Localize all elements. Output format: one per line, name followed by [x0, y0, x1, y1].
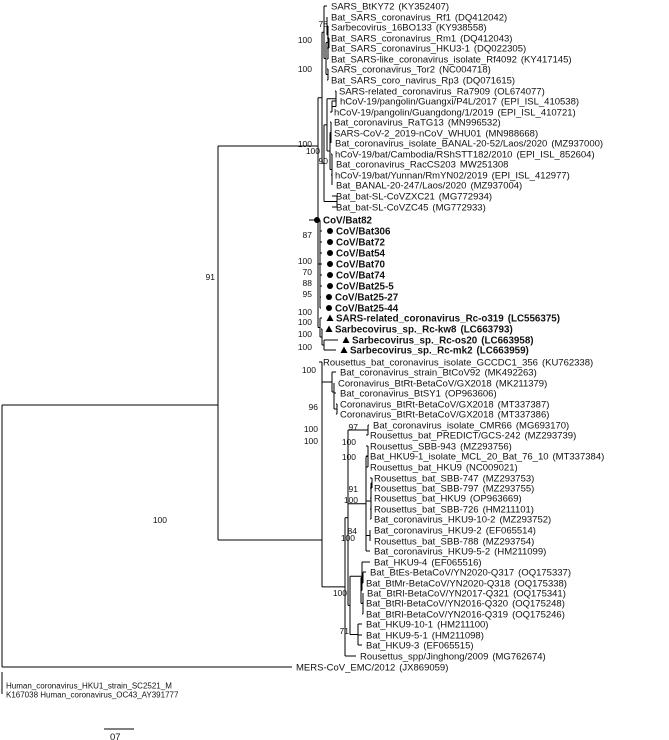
support-value: 95	[302, 289, 312, 299]
leaf-name: Bat_BtEs-BetaCoV/YN2020-Q317	[370, 567, 515, 579]
leaf-accession: (MG693170)	[515, 420, 570, 432]
leaf-label	[335, 325, 513, 336]
leaf-label	[370, 463, 518, 474]
leaf-label	[336, 260, 386, 271]
leaf-name: Bat_BtMr-BetaCoV/YN2020-Q318	[366, 578, 511, 590]
leaf-name: Coronavirus_BtRt-BetaCoV/GX2018	[340, 399, 494, 411]
leaf-name: Bat_coronavirus_RacCS203	[336, 159, 456, 171]
leaf-label	[323, 216, 373, 227]
support-value: 100	[343, 495, 358, 505]
support-value: 91	[348, 484, 358, 494]
leaf-label	[336, 249, 386, 260]
leaf-name: SARS-related_coronavirus_Rc-o319	[336, 313, 504, 325]
leaf-accession: MW251308	[459, 159, 509, 171]
leaf-name: Bat_HKU9-1_isolate_MCL_20_Bat_76_10	[370, 451, 549, 463]
leaf-accession: (MK211379)	[495, 378, 548, 390]
leaf-accession: (HM211100)	[437, 619, 489, 631]
leaf-name: Coronavirus_BtRt-BetaCoV/GX2018	[340, 409, 494, 421]
leaf-label	[340, 97, 579, 108]
support-value: 100	[297, 139, 312, 149]
leaf-label	[374, 547, 546, 558]
leaf-name: Rousettus_bat_HKU9	[370, 462, 462, 474]
support-value: 78	[318, 19, 328, 29]
leaf-name: SARS-CoV-2_2019-nCoV_WHU01	[334, 128, 482, 140]
leaf-label	[340, 389, 497, 400]
leaf-label	[336, 282, 394, 293]
leaf-accession: (EF065514)	[485, 525, 536, 537]
support-value: 100	[297, 329, 312, 339]
support-value: 100	[301, 365, 316, 375]
support-value: 96	[308, 402, 318, 412]
leaf-name: Bat_HKU9-4	[374, 557, 428, 569]
leaf-accession: (DQ022305)	[473, 43, 527, 55]
leaf-name: CoV/Bat82	[323, 215, 372, 227]
leaf-label	[370, 452, 604, 463]
circle-marker-icon	[314, 217, 320, 223]
support-value: 100	[297, 35, 312, 45]
leaf-accession: (MZ937004)	[470, 180, 523, 192]
leaf-label	[370, 431, 576, 442]
leaf-accession: (LC556375)	[507, 313, 560, 325]
leaf-label	[336, 181, 522, 192]
leaf-accession: (EPI_ISL_852604)	[516, 149, 595, 161]
circle-marker-icon	[326, 305, 332, 311]
leaf-label	[331, 76, 515, 87]
circle-marker-icon	[327, 261, 333, 267]
leaf-accession: (HM211098)	[431, 630, 484, 642]
leaf-label	[6, 682, 172, 691]
leaf-accession: (OQ175246)	[512, 609, 565, 621]
leaf-name: Bat_coronavirus_BtSY1	[340, 388, 441, 400]
leaf-label	[340, 410, 549, 421]
leaf-accession: (HM211099)	[494, 546, 547, 558]
leaf-label	[366, 599, 565, 610]
leaf-accession: (MZ293753)	[482, 473, 535, 485]
tree-branches	[2, 6, 372, 694]
leaf-name: Bat_HKU9-3	[366, 640, 420, 652]
leaf-label	[374, 494, 522, 505]
leaf-accession: (OP963606)	[444, 388, 497, 400]
support-value: 100	[297, 256, 312, 266]
leaf-accession: (NC004718)	[439, 64, 491, 76]
support-value: 100	[297, 307, 312, 317]
leaf-name: Bat_coronavirus_isolate_CMR66	[373, 420, 512, 432]
leaf-accession: (LC663959)	[476, 345, 529, 357]
circle-marker-icon	[327, 250, 333, 256]
leaf-name: Sarbecovirus_sp._Rc-mk2	[350, 345, 473, 357]
leaf-name: Rousettus_bat_SBB-797	[374, 483, 479, 495]
leaf-accession: (MT337384)	[552, 451, 605, 463]
leaf-accession: (DQ412042)	[454, 12, 508, 24]
leaf-name: Bat_BtRl-BetaCoV/YN2017-Q321	[367, 588, 510, 600]
leaf-accession: (MZ293739)	[524, 430, 577, 442]
leaf-name: Bat_BtRl-BetaCoV/YN2016-Q320	[366, 598, 509, 610]
leaf-label	[370, 568, 571, 579]
support-value: 71	[339, 626, 349, 636]
leaf-name: hCoV-19/bat/Yunnan/RmYN02/2019	[335, 170, 488, 182]
leaf-accession: (EF065516)	[431, 557, 482, 569]
leaf-name: CoV/Bat25-5	[336, 281, 394, 293]
leaf-name: Bat_SARS_coronavirus_Rm1	[331, 33, 457, 45]
leaf-accession: (MG772934)	[438, 191, 493, 203]
scale-bar-label: 07	[110, 732, 121, 740]
leaf-accession: (MT337386)	[497, 409, 550, 421]
leaf-accession: (EF065515)	[423, 640, 474, 652]
leaf-name: Sarbecovirus_sp._Rc-os20	[352, 335, 478, 347]
leaf-accession: (NC009021)	[465, 462, 518, 474]
leaf-name: Bat_coronavirus_RaTG13	[334, 117, 444, 129]
leaf-name: Rousettus_SBB-943	[370, 441, 457, 453]
leaf-name: Bat_HKU9-10-1	[366, 619, 434, 631]
leaf-label	[6, 691, 179, 700]
leaf-name: Bat_BANAL-20-247/Laos/2020	[336, 180, 467, 192]
leaf-accession: (OP963669)	[469, 493, 522, 505]
support-value: 100	[297, 64, 312, 74]
leaf-label	[336, 227, 391, 238]
leaf-label	[335, 293, 399, 304]
leaf-name: Rousettus_spp/Jinghong/2009	[360, 651, 489, 663]
support-value: 87	[302, 230, 312, 240]
leaf-accession: (LC663793)	[460, 324, 513, 336]
leaf-label	[331, 23, 487, 34]
leaf-name: Bat_coronavirus_HKU9-2	[374, 525, 482, 537]
leaf-name: Rousettus_bat_HKU9	[374, 493, 466, 505]
support-value: 100	[297, 317, 312, 327]
leaf-label	[366, 641, 474, 652]
circle-marker-icon	[327, 228, 333, 234]
leaf-accession: (OQ175338)	[514, 578, 567, 590]
support-value: 100	[332, 588, 347, 598]
leaf-name: Bat_bat-SL-CoVZXC21	[336, 191, 435, 203]
support-value: 100	[297, 342, 312, 352]
leaf-label	[374, 515, 551, 526]
leaf-accession: (MT337387)	[497, 399, 550, 411]
support-value: 70	[302, 267, 312, 277]
leaf-name: Bat_HKU9-5-1	[366, 630, 428, 642]
triangle-marker-icon	[326, 326, 333, 333]
support-value: 100	[303, 424, 318, 434]
leaf-name: Bat_SARS_coro_navirus_Rp3	[331, 75, 459, 87]
leaf-accession: (MZ293752)	[499, 514, 552, 526]
leaf-accession: (MN988668)	[485, 128, 539, 140]
leaf-accession: (MG772933)	[432, 202, 486, 214]
leaf-name: CoV/Bat25-27	[335, 292, 399, 304]
leaf-accession: (OQ175248)	[512, 598, 565, 610]
leaf-name: CoV/Bat54	[336, 248, 385, 260]
leaf-label	[340, 368, 537, 379]
leaf-name: Bat_SARS_coronavirus_Rf1	[331, 12, 451, 24]
leaf-label	[336, 271, 386, 282]
leaf-accession: (OL674077)	[494, 86, 545, 98]
triangle-marker-icon	[341, 347, 348, 354]
triangle-marker-icon	[327, 315, 334, 322]
leaf-label	[336, 160, 508, 171]
leaf-name: CoV/Bat72	[336, 237, 385, 249]
leaf-accession: (KY352407)	[398, 1, 450, 13]
leaf-accession: (DQ071615)	[462, 75, 516, 87]
support-value: 100	[305, 146, 320, 156]
leaf-accession: (MZ293756)	[460, 441, 512, 453]
leaf-accession: (OQ175341)	[513, 588, 566, 600]
leaf-name: hCoV-19/pangolin/Guangxi/P4L/2017	[340, 96, 497, 108]
support-value: 100	[341, 437, 356, 447]
leaf-label	[296, 663, 448, 674]
leaf-name: hCoV-19/pangolin/Guangdong/1/2019	[334, 107, 494, 119]
leaf-label	[331, 65, 491, 76]
support-value: 100	[152, 515, 167, 525]
leaf-accession: (HM211101)	[482, 504, 534, 516]
leaf-name: Bat_BtRl-BetaCoV/YN2016-Q319	[366, 609, 509, 621]
leaf-label	[335, 139, 603, 150]
support-value: 91	[205, 272, 215, 282]
leaf-name: hCoV-19/bat/Cambodia/RShSTT182/2010	[335, 149, 513, 161]
leaf-accession: (JX869059)	[399, 662, 449, 674]
leaf-name: Coronavirus_BtRt-BetaCoV/GX2018	[338, 378, 492, 390]
support-value: 88	[302, 278, 312, 288]
leaf-accession: (LC663958)	[481, 335, 534, 347]
leaf-label	[336, 203, 486, 214]
leaf-name: Human_coronavirus_HKU1_strain_SC2521_M	[6, 681, 172, 691]
circle-marker-icon	[327, 239, 333, 245]
leaf-label	[334, 118, 501, 129]
leaf-accession: (MZ293754)	[482, 536, 535, 548]
leaf-name: SARS_coronavirus_Tor2	[331, 64, 436, 76]
leaf-name: Rousettus_bat_SBB-788	[374, 536, 479, 548]
leaf-name: Bat_coronavirus_strain_BtCoV92	[340, 367, 481, 379]
leaf-name: Sarbecovirus_sp._Rc-kw8	[335, 324, 457, 336]
leaf-name: Bat_coronavirus_HKU9-10-2	[374, 514, 496, 526]
circle-marker-icon	[326, 294, 332, 300]
leaf-label	[336, 238, 386, 249]
leaf-name: CoV/Bat25-44	[335, 303, 399, 315]
leaf-label	[350, 346, 529, 357]
leaf-name: Bat_coronavirus_isolate_BANAL-20-52/Laos/2020	[335, 138, 548, 150]
leaf-label	[331, 2, 449, 13]
leaf-accession: (OQ175337)	[518, 567, 571, 579]
leaf-accession: (MG762674)	[492, 651, 546, 663]
leaf-name: K167038 Human_coronavirus_OC43_AY391777	[6, 690, 179, 700]
leaf-label	[336, 314, 560, 325]
leaf-name: CoV/Bat306	[336, 226, 391, 238]
leaf-name: Bat_bat-SL-CoVZC45	[336, 202, 429, 214]
leaf-accession: (MN996532)	[447, 117, 501, 129]
leaf-name: SARS_BtKY72	[331, 1, 395, 13]
leaf-label	[336, 192, 492, 203]
leaf-accession: (MK492263)	[484, 367, 537, 379]
leaf-name: CoV/Bat70	[336, 259, 385, 271]
leaf-accession: (DQ412043)	[460, 33, 513, 45]
leaf-accession: (MZ937000)	[551, 138, 604, 150]
leaf-name: Sarbecovirus_16BO133	[331, 22, 432, 34]
leaf-name: Bat_SARS_coronavirus_HKU3-1	[331, 43, 470, 55]
leaf-name: Rousettus_bat_SBB-747	[374, 473, 479, 485]
leaf-name: CoV/Bat74	[336, 270, 385, 282]
leaf-label	[360, 652, 546, 663]
leaf-accession: (KY417145)	[520, 54, 572, 66]
leaf-name: MERS-CoV_EMC/2012	[296, 662, 396, 674]
leaf-label	[366, 620, 488, 631]
leaf-name: Bat_coronavirus_HKU9-5-2	[374, 546, 491, 558]
support-value: 90	[318, 156, 328, 166]
leaf-name: Rousettus_bat_PREDICT/GCS-242	[370, 430, 521, 442]
support-value: 97	[348, 422, 358, 432]
leaf-name: Rousettus_bat_SBB-726	[374, 504, 479, 516]
leaf-accession: (EPI_ISL_410721)	[497, 107, 576, 119]
support-value: 100	[341, 452, 356, 462]
circle-marker-icon	[327, 283, 333, 289]
support-value: 100	[340, 533, 355, 543]
leaf-accession: (KY938558)	[435, 22, 487, 34]
circle-marker-icon	[327, 272, 333, 278]
leaf-name: SARS-related_coronavirus_Ra7909	[339, 86, 491, 98]
triangle-marker-icon	[343, 337, 350, 344]
leaf-accession: (MZ293755)	[482, 483, 535, 495]
scale-bar	[104, 729, 134, 740]
support-value: 84	[347, 526, 357, 536]
support-value: 100	[303, 436, 318, 446]
leaf-label	[331, 44, 526, 55]
leaf-name: Bat_SARS-like_coronavirus_isolate_Rf4092	[331, 54, 517, 66]
leaf-accession: (EPI_ISL_412977)	[491, 170, 570, 182]
leaf-name: Rousettus_bat_coronavirus_isolate_GCCDC1_356	[323, 357, 538, 369]
leaf-accession: (EPI_ISL_410538)	[500, 96, 580, 108]
leaf-label	[374, 526, 536, 537]
leaf-accession: (KU762338)	[541, 357, 594, 369]
